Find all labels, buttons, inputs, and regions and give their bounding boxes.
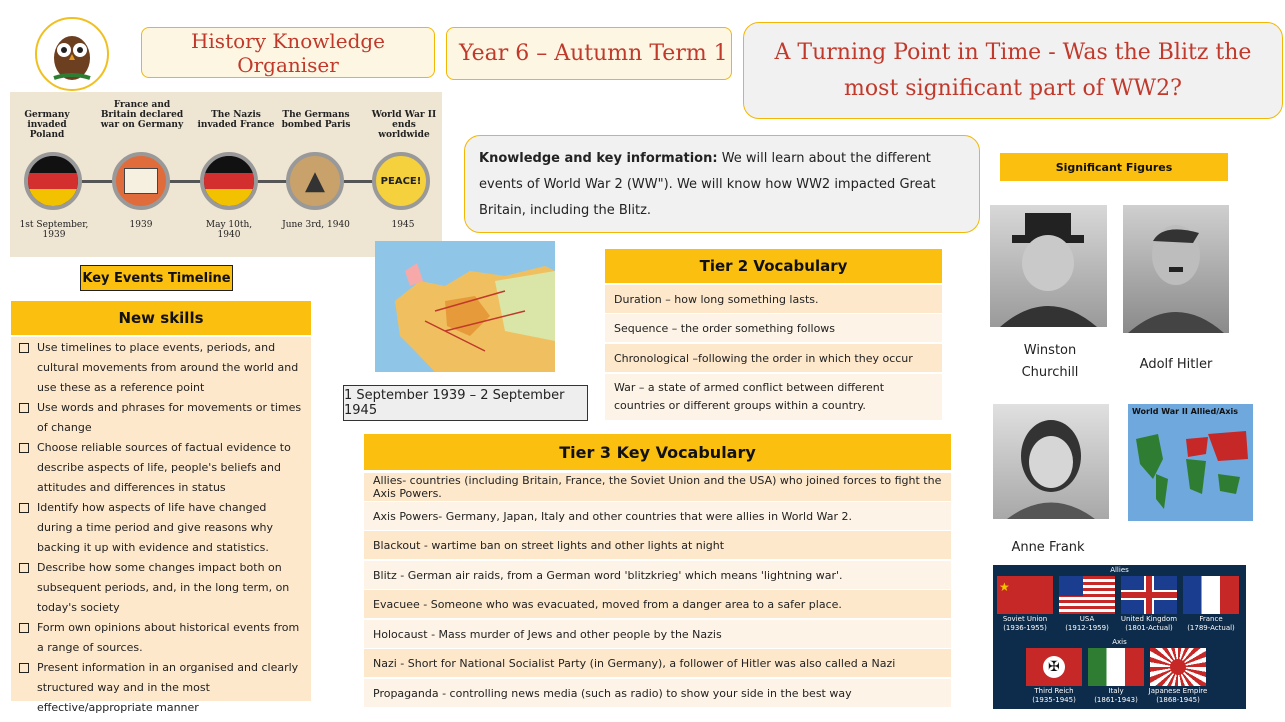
- flag-label-uk: United Kingdom (1801-Actual): [1120, 615, 1178, 632]
- europe-map-image: [375, 241, 555, 372]
- knowledge-text: We will learn about the different events of World War 2 (WW"). We will know how WW2 impacted Great Britain, including the Blitz.: [479, 151, 936, 218]
- skill-item: Use timelines to place events, periods, and cultural movements from around the world and use these as a reference point: [11, 338, 305, 398]
- peace-text: PEACE!: [380, 175, 422, 187]
- skill-item: Describe how some changes impact both on subsequent periods, and, in the long term, on today's society: [11, 558, 305, 618]
- third-reich-flag-icon: ✠: [1026, 648, 1082, 686]
- checkbox-icon: [19, 563, 29, 573]
- timeline-date-5: 1945: [391, 220, 415, 230]
- newspaper-icon: [112, 152, 170, 210]
- churchill-name: Winston Churchill: [1021, 343, 1079, 380]
- organiser-title: History Knowledge Organiser: [141, 27, 435, 78]
- france-swastika-icon: [200, 152, 258, 210]
- war-dates: 1 September 1939 – 2 September 1945: [343, 385, 588, 421]
- checkbox-icon: [19, 663, 29, 673]
- checkbox-icon: [19, 403, 29, 413]
- tier3-item: Blitz - German air raids, from a German word 'blitzkrieg' which means 'lightning war'.: [364, 561, 951, 589]
- soviet-flag-icon: ★: [997, 576, 1053, 614]
- tier2-item: Chronological –following the order in which they occur: [605, 344, 942, 372]
- timeline-label: Key Events Timeline: [80, 265, 233, 291]
- flag-label-italy: Italy (1861-1943): [1094, 687, 1138, 704]
- tier2-item: War – a state of armed conflict between different countries or different groups within a country.: [605, 374, 942, 420]
- tier3-item: Evacuee - Someone who was evacuated, moved from a danger area to a safer place.: [364, 590, 951, 618]
- hitler-name: Adolf Hitler: [1139, 357, 1213, 372]
- peace-icon: [372, 152, 430, 210]
- checkbox-icon: [19, 343, 29, 353]
- flag-label-japan: Japanese Empire (1868-1945): [1148, 687, 1208, 704]
- tier2-item: Sequence – the order something follows: [605, 314, 942, 342]
- checkbox-icon: [19, 503, 29, 513]
- tier3-item: Nazi - Short for National Socialist Party (in Germany), a follower of Hitler was also called a Nazi: [364, 649, 951, 677]
- allies-label: Allies: [1110, 566, 1129, 574]
- anne-frank-photo: [993, 404, 1109, 519]
- timeline-date-4: June 3rd, 1940: [282, 220, 350, 230]
- figures-heading: Significant Figures: [1000, 153, 1228, 181]
- checkbox-icon: [19, 623, 29, 633]
- term-title: Year 6 – Autumn Term 1: [446, 27, 732, 80]
- tier3-item: Propaganda - controlling news media (such as radio) to show your side in the best way: [364, 679, 951, 707]
- map-title: World War II Allied/Axis: [1132, 407, 1238, 416]
- axis-label: Axis: [1112, 638, 1127, 646]
- tier3-item: Blackout - wartime ban on street lights and other lights at night: [364, 531, 951, 559]
- france-flag-icon: [1183, 576, 1239, 614]
- flag-label-usa: USA (1912-1959): [1065, 615, 1109, 632]
- uk-flag-icon: [1121, 576, 1177, 614]
- churchill-photo: [990, 205, 1107, 327]
- skill-item: Form own opinions about historical events from a range of sources.: [11, 618, 305, 658]
- flags-panel: [993, 565, 1246, 709]
- eiffel-tower-icon: ▲: [286, 152, 344, 210]
- new-skills-list: [11, 337, 311, 714]
- poland-icon: [24, 152, 82, 210]
- timeline-date-3: May 10th, 1940: [205, 220, 253, 240]
- timeline-caption-3: The Nazis invaded France: [197, 110, 275, 130]
- timeline-caption-5: World War II ends worldwide: [371, 110, 437, 140]
- timeline-caption-4: The Germans bombed Paris: [281, 110, 351, 130]
- checkbox-icon: [19, 443, 29, 453]
- anne-frank-name: Anne Frank: [1011, 540, 1085, 555]
- italy-flag-icon: [1088, 648, 1144, 686]
- new-skills-heading: New skills: [11, 301, 311, 335]
- skill-item: Use words and phrases for movements or times of change: [11, 398, 305, 438]
- japan-flag-icon: [1150, 648, 1206, 686]
- flag-label-soviet: Soviet Union (1936-1955): [1002, 615, 1048, 632]
- timeline-caption-1: Germany invaded Poland: [24, 110, 70, 140]
- tier2-heading: Tier 2 Vocabulary: [605, 249, 942, 283]
- skill-item: Choose reliable sources of factual evidence to describe aspects of life, people's beliefs and attitudes and differences in status: [11, 438, 305, 498]
- timeline-date-1: 1st September, 1939: [19, 220, 89, 240]
- skill-item: Identify how aspects of life have changed during a time period and give reasons why backing it up with evidence and statistics.: [11, 498, 305, 558]
- tier2-item: Duration – how long something lasts.: [605, 285, 942, 313]
- tier3-item: Holocaust - Mass murder of Jews and other people by the Nazis: [364, 620, 951, 648]
- flag-label-third-reich: Third Reich (1935-1945): [1032, 687, 1076, 704]
- allied-axis-map: [1128, 404, 1253, 521]
- timeline-date-2: 1939: [129, 220, 153, 230]
- skill-item: Present information in an organised and clearly structured way and in the most effective/appropriate manner: [11, 658, 305, 718]
- hitler-photo: [1123, 205, 1229, 333]
- tier3-item: Allies- countries (including Britain, France, the Soviet Union and the USA) who joined forces to fight the Axis Powers.: [364, 473, 951, 501]
- knowledge-heading: Knowledge and key information:: [479, 151, 718, 166]
- knowledge-box: [464, 135, 980, 233]
- school-logo: [24, 14, 120, 92]
- question-title: A Turning Point in Time - Was the Blitz the most significant part of WW2?: [743, 22, 1283, 119]
- usa-flag-icon: [1059, 576, 1115, 614]
- timeline-image: [10, 92, 442, 257]
- flag-label-france: France (1789-Actual): [1187, 615, 1235, 632]
- tier3-heading: Tier 3 Key Vocabulary: [364, 434, 951, 470]
- tier3-item: Axis Powers- Germany, Japan, Italy and other countries that were allies in World War 2.: [364, 502, 951, 530]
- timeline-caption-2: France and Britain declared war on Germany: [100, 100, 184, 130]
